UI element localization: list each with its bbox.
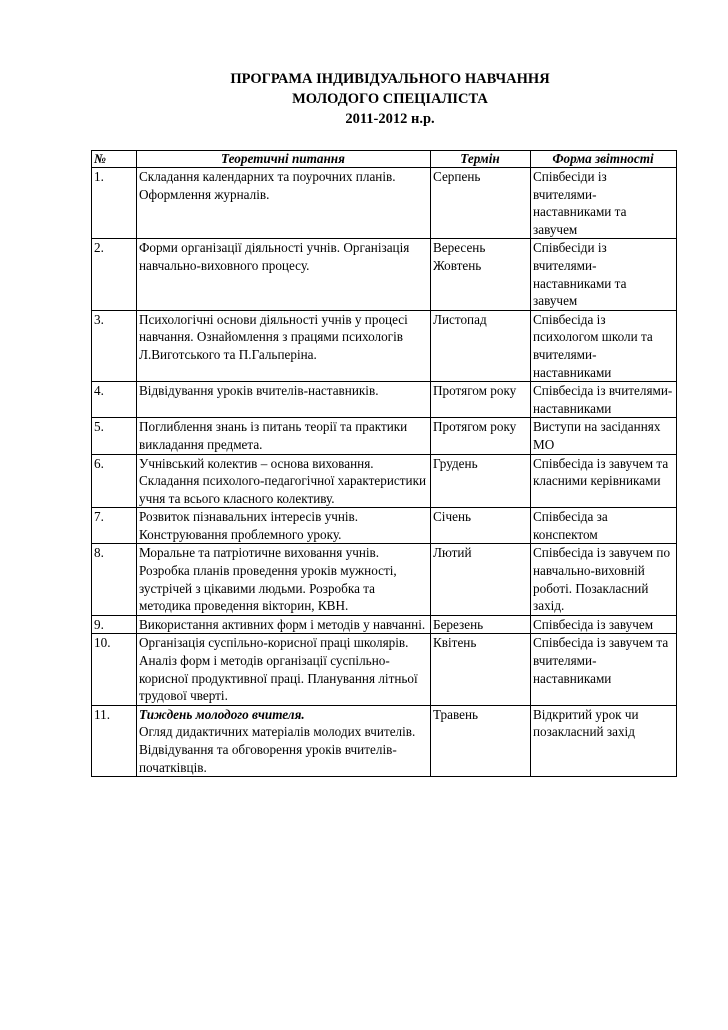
table-row [92, 239, 677, 310]
row-report: Співбесіди із вчителями-наставниками та завучем [531, 239, 677, 310]
row-num: 1. [92, 168, 137, 239]
row-num: 3. [92, 310, 137, 381]
row-report: Виступи на засіданнях МО [531, 418, 677, 454]
header-report: Форма звітності [531, 151, 677, 168]
row-topic-heading: Тиждень молодого вчителя. [139, 706, 305, 722]
table-row [92, 615, 677, 634]
row-report: Співбесіда за конспектом [531, 508, 677, 544]
row-num: 6. [92, 454, 137, 508]
row-report: Співбесіда із завучем та класними керівниками [531, 454, 677, 508]
row-report: Співбесіди із вчителями-наставниками та завучем [531, 168, 677, 239]
table-row [92, 705, 677, 776]
row-report: Співбесіда із завучем та вчителями-наставниками [531, 634, 677, 705]
table-row [92, 168, 677, 239]
row-term: Березень [431, 615, 531, 634]
row-report: Співбесіда із завучем [531, 615, 677, 634]
row-num: 7. [92, 508, 137, 544]
row-topic: Моральне та патріотичне виховання учнів. Розробка планів проведення уроків мужності, зустрічей з цікавими людьми. Розробка та методика проведення вікторин, КВН. [137, 544, 431, 615]
title-line-1: ПРОГРАМА ІНДИВІДУАЛЬНОГО НАВЧАННЯ [230, 71, 550, 87]
row-num: 8. [92, 544, 137, 615]
header-term: Термін [431, 151, 531, 168]
table-row [92, 454, 677, 508]
row-num: 4. [92, 382, 137, 418]
row-term: Протягом року [431, 418, 531, 454]
table-row [92, 634, 677, 705]
row-num: 2. [92, 239, 137, 310]
header-num: № [92, 151, 137, 168]
row-term: Квітень [431, 634, 531, 705]
row-term: Травень [431, 705, 531, 776]
table-row [92, 508, 677, 544]
row-topic: Психологічні основи діяльності учнів у процесі навчання. Ознайомлення з працями психологів Л.Виготського та П.Гальперіна. [137, 310, 431, 381]
row-num: 10. [92, 634, 137, 705]
title-line-2: МОЛОДОГО СПЕЦІАЛІСТА [292, 91, 488, 107]
table-row [92, 544, 677, 615]
row-topic: Організація суспільно-корисної праці школярів. Аналіз форм і методів організації суспільно-корисної продуктивної праці. Планування літньої трудової чверті. [137, 634, 431, 705]
row-report: Відкритий урок чи позакласний захід [531, 705, 677, 776]
row-term: Вересень Жовтень [431, 239, 531, 310]
row-report: Співбесіда із психологом школи та вчителями-наставниками [531, 310, 677, 381]
title-line-3: 2011-2012 н.р. [345, 111, 435, 127]
row-term: Серпень [431, 168, 531, 239]
table-header-row [92, 151, 677, 168]
table-row [92, 310, 677, 381]
row-term: Грудень [431, 454, 531, 508]
row-report: Співбесіда із вчителями-наставниками [531, 382, 677, 418]
row-topic: Використання активних форм і методів у навчанні. [137, 615, 431, 634]
row-topic [137, 705, 431, 776]
row-term: Лютий [431, 544, 531, 615]
row-term: Січень [431, 508, 531, 544]
row-topic: Поглиблення знань із питань теорії та практики викладання предмета. [137, 418, 431, 454]
row-term: Листопад [431, 310, 531, 381]
header-topic: Теоретичні питання [137, 151, 431, 168]
row-topic-text: Огляд дидактичних матеріалів молодих вчителів. Відвідування та обговорення уроків вчителів-початківців. [139, 724, 416, 775]
row-num: 5. [92, 418, 137, 454]
row-topic: Учнівський колектив – основа виховання. Складання психолого-педагогічної характеристики учня та всього класного колективу. [137, 454, 431, 508]
row-num: 9. [92, 615, 137, 634]
document-title [0, 69, 728, 129]
table-row [92, 418, 677, 454]
row-term: Протягом року [431, 382, 531, 418]
table-row [92, 382, 677, 418]
row-topic: Відвідування уроків вчителів-наставників. [137, 382, 431, 418]
row-topic: Складання календарних та поурочних планів. Оформлення журналів. [137, 168, 431, 239]
training-plan-table [91, 150, 677, 777]
row-num: 11. [92, 705, 137, 776]
row-topic: Розвиток пізнавальних інтересів учнів. Конструювання проблемного уроку. [137, 508, 431, 544]
row-topic: Форми організації діяльності учнів. Організація навчально-виховного процесу. [137, 239, 431, 310]
row-report: Співбесіда із завучем по навчально-виховній роботі. Позакласний захід. [531, 544, 677, 615]
